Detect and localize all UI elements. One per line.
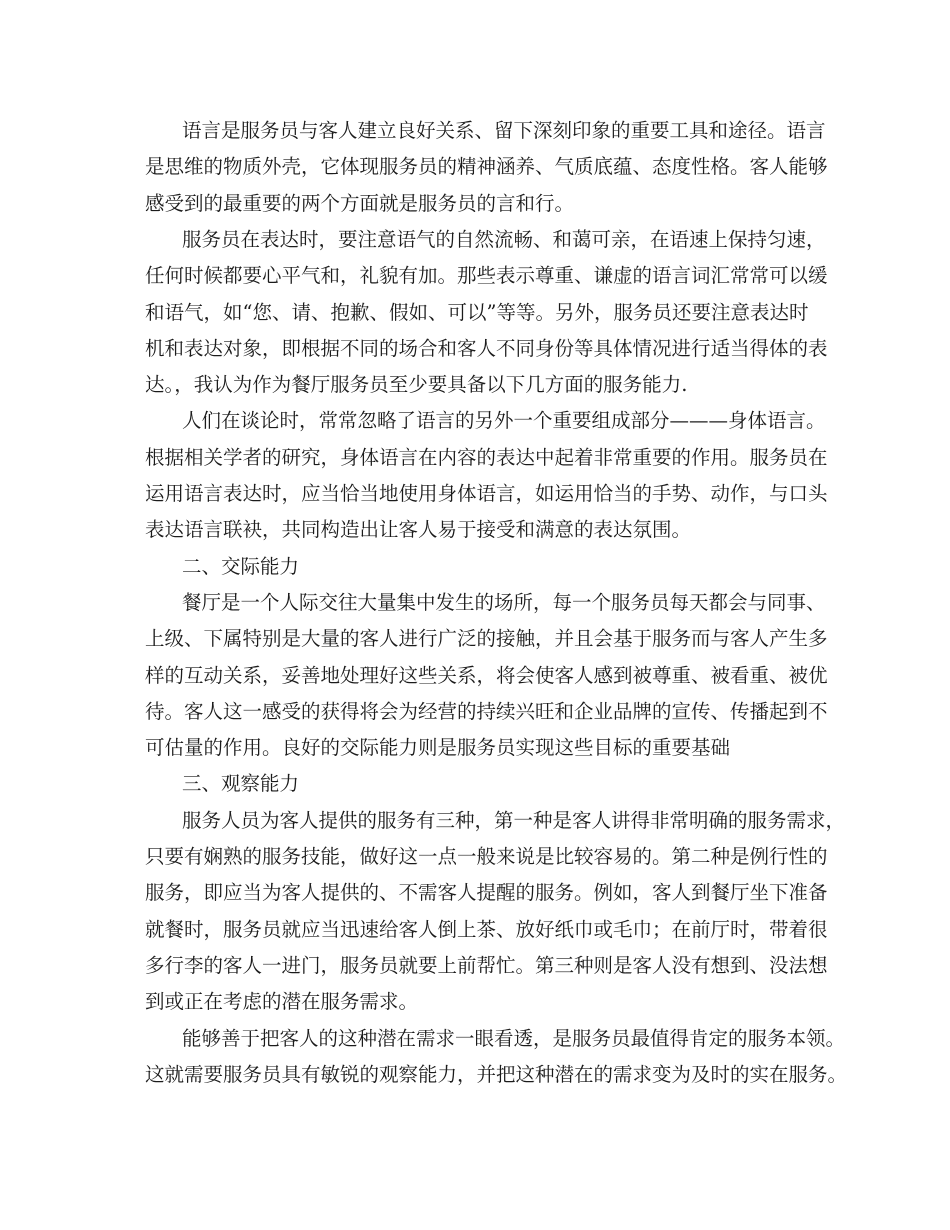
paragraph-line: 就餐时，服务员就应当迅速给客人倒上茶、放好纸巾或毛巾；在前厅时，带着很	[145, 917, 828, 941]
paragraph-line: 根据相关学者的研究，身体语言在内容的表达中起着非常重要的作用。服务员在	[145, 445, 828, 469]
paragraph-first-line: 三、观察能力	[182, 772, 300, 796]
paragraph-first-line: 语言是服务员与客人建立良好关系、留下深刻印象的重要工具和途径。语言	[182, 119, 826, 142]
paragraph-line: 任何时候都要心平气和，礼貌有加。那些表示尊重、谦虚的语言词汇常常可以缓	[145, 264, 828, 288]
paragraph-line: 表达语言联袂，共同构造出让客人易于接受和满意的表达氛围。	[145, 518, 692, 542]
paragraph-first-line: 服务员在表达时，要注意语气的自然流畅、和蔼可亲，在语速上保持匀速，	[182, 227, 826, 251]
paragraph-line: 到或正在考虑的潜在服务需求。	[145, 990, 419, 1014]
paragraph-first-line: 人们在谈论时，常常忽略了语言的另外一个重要组成部分———身体语言。	[182, 409, 826, 433]
paragraph-first-line: 服务人员为客人提供的服务有三种，第一种是客人讲得非常明确的服务需求，	[182, 808, 846, 832]
paragraph-first-line: 能够善于把客人的这种潜在需求一眼看透，是服务员最值得肯定的服务本领。	[182, 1026, 846, 1050]
paragraph-line: 服务，即应当为客人提供的、不需客人提醒的服务。例如，客人到餐厅坐下准备	[145, 881, 828, 905]
paragraph-line: 机和表达对象，即根据不同的场合和客人不同身份等具体情况进行适当得体的表	[145, 336, 828, 360]
paragraph-line: 运用语言表达时，应当恰当地使用身体语言，如运用恰当的手势、动作，与口头	[145, 482, 828, 505]
paragraph-line: 这就需要服务员具有敏锐的观察能力，并把这种潜在的需求变为及时的实在服务。	[145, 1062, 848, 1086]
paragraph-line: 感受到的最重要的两个方面就是服务员的言和行。	[145, 191, 575, 215]
paragraph-line: 多行李的客人一进门，服务员就要上前帮忙。第三种则是客人没有想到、没法想	[145, 953, 828, 977]
paragraph-line: 样的互动关系，妥善地处理好这些关系，将会使客人感到被尊重、被看重、被优	[145, 663, 828, 687]
paragraph-first-line: 二、交际能力	[182, 554, 300, 578]
paragraph-line: 待。客人这一感受的获得将会为经营的持续兴旺和企业品牌的宣传、传播起到不	[145, 699, 828, 723]
paragraph-first-line: 餐厅是一个人际交往大量集中发生的场所，每一个服务员每天都会与同事、	[182, 590, 826, 614]
paragraph-line: 是思维的物质外壳，它体现服务员的精神涵养、气质底蕴、态度性格。客人能够	[145, 155, 828, 179]
paragraph-line: 可估量的作用。良好的交际能力则是服务员实现这些目标的重要基础	[145, 736, 731, 760]
paragraph-line: 和语气，如“您、请、抱歉、假如、可以”等等。另外，服务员还要注意表达时	[145, 300, 809, 324]
paragraph-line: 达。，我认为作为餐厅服务员至少要具备以下几方面的服务能力.	[145, 373, 688, 397]
paragraph-line: 只要有娴熟的服务技能，做好这一点一般来说是比较容易的。第二种是例行性的	[145, 845, 828, 868]
paragraph-line: 上级、下属特别是大量的客人进行广泛的接触，并且会基于服务而与客人产生多	[145, 627, 828, 651]
